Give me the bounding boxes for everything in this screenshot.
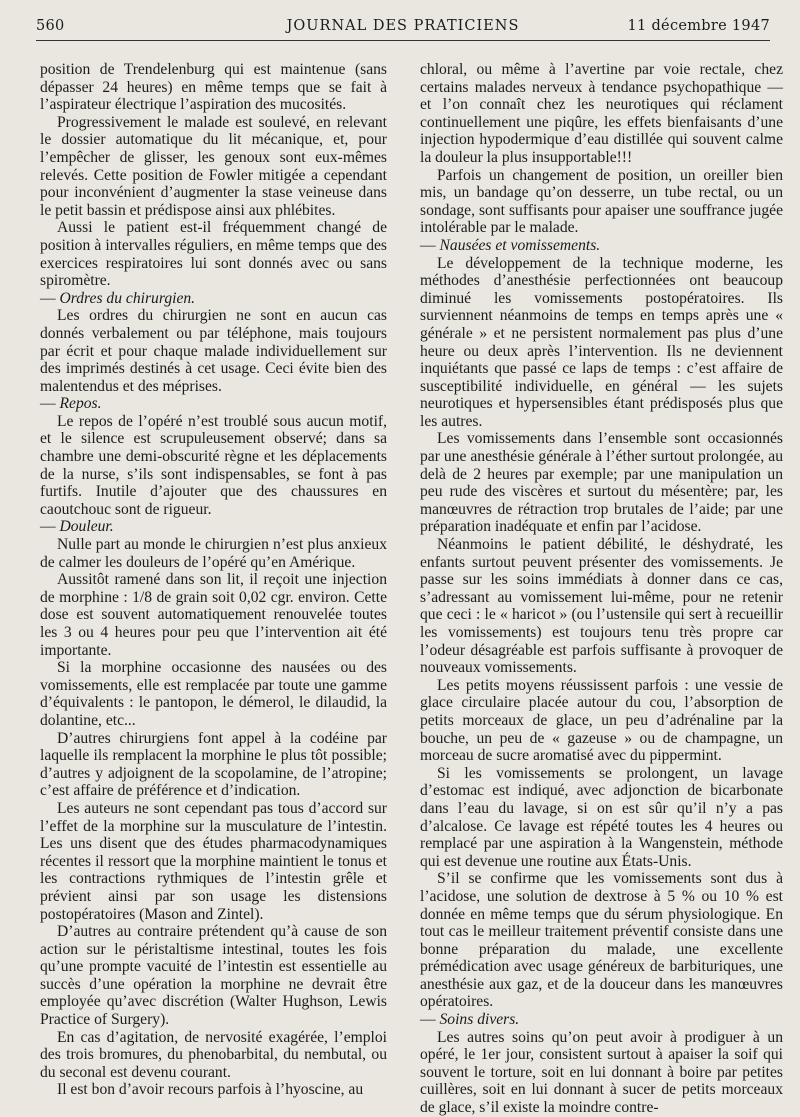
paragraph: Le développement de la technique moderne, les méthodes d’anesthésie perfectionnées ont beaucoup diminué les vomissements postopératoires. Ils surviennent néanmoins de temps en temps après une « générale » et ne persistent normalement pas plus d’une heure ou deux après l’intervention. Ils ne deviennent inquiétants que passé ce laps de temps : c’est affaire de susceptibilité individuelle, en général — les sujets neurotiques et hypersensibles étant prédisposés plus que les autres. bbox=[420, 254, 783, 430]
heading-dash: — bbox=[40, 289, 60, 307]
paragraph: Le repos de l’opéré n’est troublé sous aucun motif, et le silence est scrupuleusement observé; dans sa chambre une demi-obscurité règne et les déplacements de la nurse, s’ils sont indispensables, se font à pas furtifs. Inutile d’ajouter que des chaussures en caoutchouc sont de rigueur. bbox=[40, 412, 387, 518]
page-number: 560 bbox=[36, 18, 65, 34]
journal-title: JOURNAL DES PRATICIENS bbox=[286, 18, 520, 34]
paragraph: Aussitôt ramené dans son lit, il reçoit une injection de morphine : 1/8 de grain soit 0,02 cgr. environ. Cette dose est souvent automatiquement renouvelée toutes les 3 ou 4 heures pour peu que l’intervention ait été importante. bbox=[40, 571, 387, 659]
paragraph: Nulle part au monde le chirurgien n’est plus anxieux de calmer les douleurs de l’opéré qu’en Amérique. bbox=[40, 536, 387, 571]
paragraph: Aussi le patient est-il fréquemment changé de position à intervalles réguliers, en même temps que des exercices respiratoires lui sont donnés avec ou sans spiromètre. bbox=[40, 219, 387, 290]
section-heading-text: Repos. bbox=[59, 395, 102, 413]
paragraph: Les ordres du chirurgien ne sont en aucun cas donnés verbalement ou par téléphone, mais toujours par écrit et pour chaque malade individuellement sur des imprimés destinés à cet usage. Ceci évite bien des malentendus et des méprises. bbox=[40, 307, 387, 395]
section-heading bbox=[40, 518, 387, 536]
section-heading bbox=[420, 237, 783, 255]
section-heading bbox=[420, 1011, 783, 1029]
right-column bbox=[420, 61, 783, 1117]
section-heading-text: Nausées et vomissements. bbox=[439, 236, 601, 254]
left-column bbox=[40, 61, 387, 1099]
section-heading bbox=[40, 395, 387, 413]
paragraph: Si la morphine occasionne des nausées ou des vomissements, elle est remplacée par toute une gamme d’équivalents : le pantopon, le démerol, le dilaudid, la dolantine, etc... bbox=[40, 659, 387, 729]
paragraph: D’autres au contraire prétendent qu’à cause de son action sur le péristaltisme intestinal, toutes les fois qu’une prompte vacuité de l’intestin est essentielle au succès d’une opération la morphine ne devrait être employée qu’avec discrétion (Walter Hughson, Lewis Practice of Surgery). bbox=[40, 923, 387, 1029]
paragraph: Les auteurs ne sont cependant pas tous d’accord sur l’effet de la morphine sur la musculature de l’intestin. Les uns disent que des études pharmacodynamiques récentes il ressort que la morphine maintient le tonus et les contractions rythmiques de l’intestin grêle et prévient ainsi par son usage les distensions postopératoires (Mason and Zintel). bbox=[40, 799, 387, 923]
paragraph: D’autres chirurgiens font appel à la codéine par laquelle ils remplacent la morphine le plus tôt possible; d’autres y adjoignent de la scopolamine, de l’atropine; c’est affaire de préférence et d’indication. bbox=[40, 729, 387, 800]
section-heading bbox=[40, 290, 387, 308]
section-heading-text: Douleur. bbox=[59, 518, 114, 536]
paragraph: Il est bon d’avoir recours parfois à l’hyoscine, au bbox=[57, 1081, 364, 1099]
continued-paragraph: position de Trendelenburg qui est maintenue (sans dépasser 24 heures) en même temps que se fait à l’aspirateur électrique l’aspiration des mucosités. bbox=[40, 61, 387, 114]
paragraph: Les petits moyens réussissent parfois : une vessie de glace circulaire placée autour du cou, l’absorption de petits morceaux de glace, un peu d’adrénaline par la bouche, un peu de « gazeuse » ou de champagne, un morceau de sucre aromatisé avec du pippermint. bbox=[420, 676, 783, 765]
paragraph: En cas d’agitation, de nervosité exagérée, l’emploi des trois bromures, du phenobarbital, du nembutal, ou du seconal est devenu courant. bbox=[40, 1028, 387, 1081]
header-rule bbox=[36, 40, 770, 41]
page-header bbox=[36, 18, 770, 40]
continued-paragraph: chloral, ou même à l’avertine par voie rectale, chez certains malades nerveux à tendance psychopathique — et l’on connaît chez les neurotiques qui réclament continuellement une piqûre, les effets bienfaisants d’une injection hypodermique d’eau distillée qui souvent calme la douleur la plus insupportable!!! bbox=[420, 61, 783, 166]
paragraph: Les vomissements dans l’ensemble sont occasionnés par une anesthésie générale à l’éther surtout prolongée, au delà de 2 heures par exemple; par une manipulation un peu rude des viscères et surtout du mésentère; par, les manœuvres de rétraction trop brutales de l’aide; par une préparation inadéquate et enfin par l’acidose. bbox=[420, 430, 783, 536]
issue-date: 11 décembre 1947 bbox=[627, 18, 770, 34]
paragraph: Si les vomissements se prolongent, un lavage d’estomac est indiqué, avec adjonction de bicarbonate dans l’eau du lavage, si on est sûr qu’il n’y a pas d’alcalose. Ce lavage est répété toutes les 4 heures ou remplacé par une aspiration à la Wangenstein, méthode qui est devenue une routine aux États-Unis. bbox=[420, 764, 783, 870]
section-heading-text: Ordres du chirurgien. bbox=[59, 289, 196, 307]
heading-dash: — bbox=[40, 518, 60, 536]
section-heading-text: Soins divers. bbox=[439, 1011, 520, 1029]
paragraph: Néanmoins le patient débilité, le déshydraté, les enfants surtout peuvent présenter des vomissements. Je passe sur les soins immédiats à donner dans ce cas, s’adressant au vomissement lui-même, pour ne retenir que ceci : le « haricot » (ou l’ustensile qui sert à recueillir les vomissements) est toujours tenu très propre car l’odeur désagréable est parfois suffisante à provoquer de nouveaux vomissements. bbox=[420, 536, 783, 677]
paragraph: Progressivement le malade est soulevé, en relevant le dossier automatique du lit mécanique, et, pour l’empêcher de glisser, les genoux sont eux-mêmes relevés. Cette position de Fowler mitigée a cependant pour inconvénient d’augmenter la stase veineuse dans le petit bassin et prédispose ainsi aux phlébites. bbox=[40, 113, 387, 219]
paragraph: Les autres soins qu’on peut avoir à prodiguer à un opéré, le 1er jour, consistent surtout à apaiser la soif qui souvent le torture, soit en lui donnant à boire par petites cuillères, soit en lui donnant à sucer de petits morceaux de glace, s’il existe la moindre contre- bbox=[420, 1028, 783, 1117]
heading-dash: — bbox=[420, 1011, 440, 1029]
heading-dash: — bbox=[420, 236, 440, 254]
paragraph: S’il se confirme que les vomissements sont dus à l’acidose, une solution de dextrose à 5 % ou 10 % est donnée en même temps que du sérum physiologique. En tout cas le meilleur traitement préventif consiste dans une bonne préparation du malade, une excellente prémédication avec usage généreux de barbituriques, une anesthésie aux gaz, et de la douceur dans les manœuvres opératoires. bbox=[420, 870, 783, 1011]
heading-dash: — bbox=[40, 395, 60, 413]
paragraph: Parfois un changement de position, un oreiller bien mis, un bandage qu’on desserre, un tube rectal, ou un sondage, sont suffisants pour apaiser une souffrance jugée intolérable par le malade. bbox=[420, 166, 783, 237]
